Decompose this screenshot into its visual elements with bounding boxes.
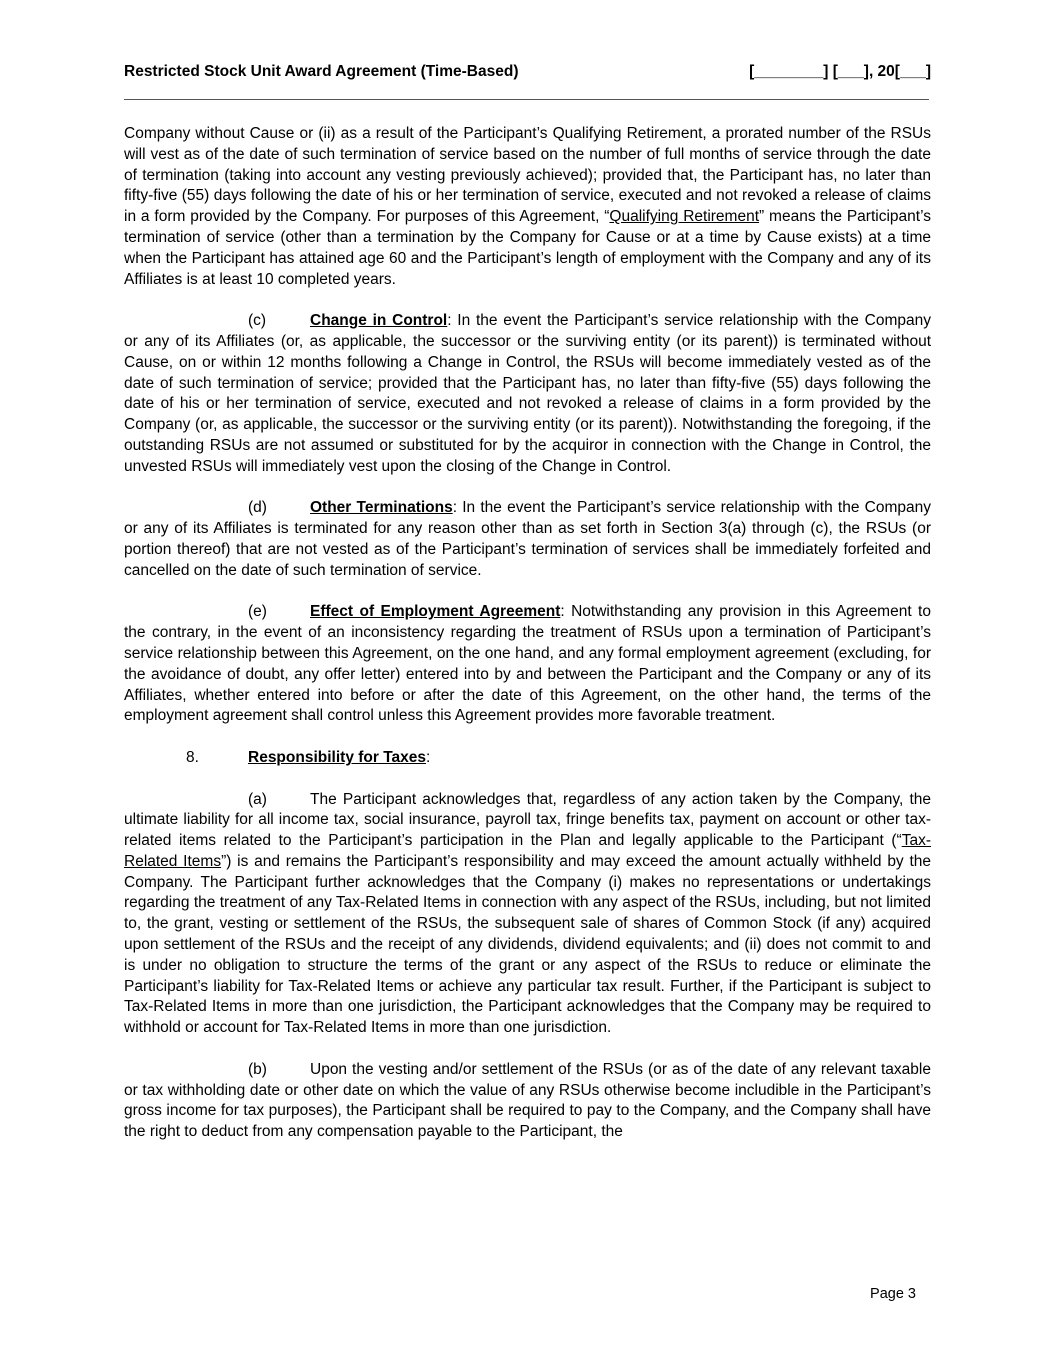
document-body — [124, 124, 931, 1143]
heading-change-in-control: Change in Control — [310, 312, 448, 330]
subsection-label: (b) — [248, 1060, 267, 1078]
page-number: Page 3 — [870, 1286, 916, 1302]
paragraph-other-terminations: (d) Other Terminations: In the event the Participant’s service relationship with the Company or any of its Affiliates is terminated for any reason other than as set forth in Section 3(a) through (c), the RSUs (or portion thereof) that are not vested as of the Participant’s termination of services shall be immediately forfeited and cancelled on the date of such termination of service. — [124, 499, 931, 579]
subsection-label: (c) — [248, 312, 267, 330]
paragraph-employment-agreement: (e) Effect of Employment Agreement: Notwithstanding any provision in this Agreement to the contrary, in the event of an inconsistency regarding the treatment of RSUs upon a termination of Participant’s service relationship between this Agreement, on the one hand, and any formal employment agreement (excluding, for the avoidance of doubt, any offer letter) entered into by and between the Participant and the Company or any of its Affiliates, whether entered into before or after the date of this Agreement, on the other hand, the terms of the employment agreement shall control unless this Agreement provides more favorable treatment. — [124, 603, 931, 725]
defined-term-qualifying-retirement: Qualifying Retirement — [609, 208, 760, 226]
section-number: 8. — [186, 748, 199, 766]
page-header — [124, 63, 931, 85]
heading-other-terminations: Other Terminations — [310, 499, 453, 517]
defined-term-tax-related-items: Tax-Related Items — [124, 832, 931, 870]
header-divider — [124, 99, 929, 100]
subsection-label: (a) — [248, 790, 267, 808]
document-title: Restricted Stock Unit Award Agreement (Time-Based) — [124, 63, 519, 80]
paragraph-tax-withholding: (b) Upon the vesting and/or settlement of the RSUs (or as of the date of any relevant taxable or tax withholding date or other date on which the value of any RSUs otherwise become includible in the Participant’s gross income for tax purposes), the Participant shall be required to pay to the Company, and the Company shall have the right to deduct from any compensation payable to the Participant, the — [124, 1060, 931, 1141]
paragraph-qualifying-retirement: Company without Cause or (ii) as a result of the Participant’s Qualifying Retirement, a prorated number of the RSUs will vest as of the date of such termination of service based on the number of full months of service through the date of termination (taking into account any vesting previously achieved); provided that, the Participant has, no later than fifty-five (55) days following the date of his or her termination of service, executed and not revoked a release of claims in a form provided by the Company. For purposes of this Agreement, “Qualifying Retirement” means the Participant’s termination of service (other than a termination by the Company for Cause or at a time by Cause exists) at a time when the Participant has attained age 60 and the Participant’s length of employment with the Company and any of its Affiliates is at least 10 completed years. — [124, 125, 931, 288]
paragraph-tax-liability: (a) The Participant acknowledges that, regardless of any action taken by the Company, the ultimate liability for all income tax, social insurance, payroll tax, fringe benefits tax, payment on account or other tax-related items related to the Participant’s participation in the Plan and legally applicable to the Participant (“Tax-Related Items”) is and remains the Participant’s responsibility and may exceed the amount actually withheld by the Company. The Participant further acknowledges that the Company (i) makes no representations or undertakings regarding the treatment of any Tax-Related Items in connection with any aspect of the RSUs, including, but not limited to, the grant, vesting or settlement of the RSUs, the subsequent sale of shares of Common Stock (if any) acquired upon settlement of the RSUs and the receipt of any dividends, dividend equivalents; and (ii) does not commit to and is under no obligation to structure the terms of the grant or any aspect of the RSUs to reduce or eliminate the Participant’s liability for Tax-Related Items or achieve any particular tax result. Further, if the Participant is subject to Tax-Related Items in more than one jurisdiction, the Participant acknowledges that the Company may be required to withhold or account for Tax-Related Items in more than one jurisdiction. — [124, 790, 931, 1037]
heading-employment-agreement: Effect of Employment Agreement — [310, 603, 561, 621]
section-heading-taxes: 8. Responsibility for Taxes: — [124, 748, 931, 769]
heading-responsibility-for-taxes: Responsibility for Taxes — [248, 748, 427, 766]
document-date-blank: [________] [___], 20[___] — [749, 63, 931, 80]
paragraph-change-in-control: (c) Change in Control: In the event the Participant’s service relationship with the Company or any of its Affiliates (or, as applicable, the successor or the surviving entity (or its parent)) is terminated without Cause, on or within 12 months following a Change in Control, the RSUs will become immediately vested as of the date of such termination of service; provided that the Participant has, no later than fifty-five (55) days following the date of his or her termination of service, executed and not revoked a release of claims in a form provided by the Company (or, as applicable, the successor or the surviving entity (or its parent)). Notwithstanding the foregoing, if the outstanding RSUs are not assumed or substituted for by the acquiror in connection with the Change in Control, the unvested RSUs will immediately vest upon the closing of the Change in Control. — [124, 312, 931, 475]
subsection-label: (d) — [248, 499, 267, 517]
subsection-label: (e) — [248, 603, 267, 621]
